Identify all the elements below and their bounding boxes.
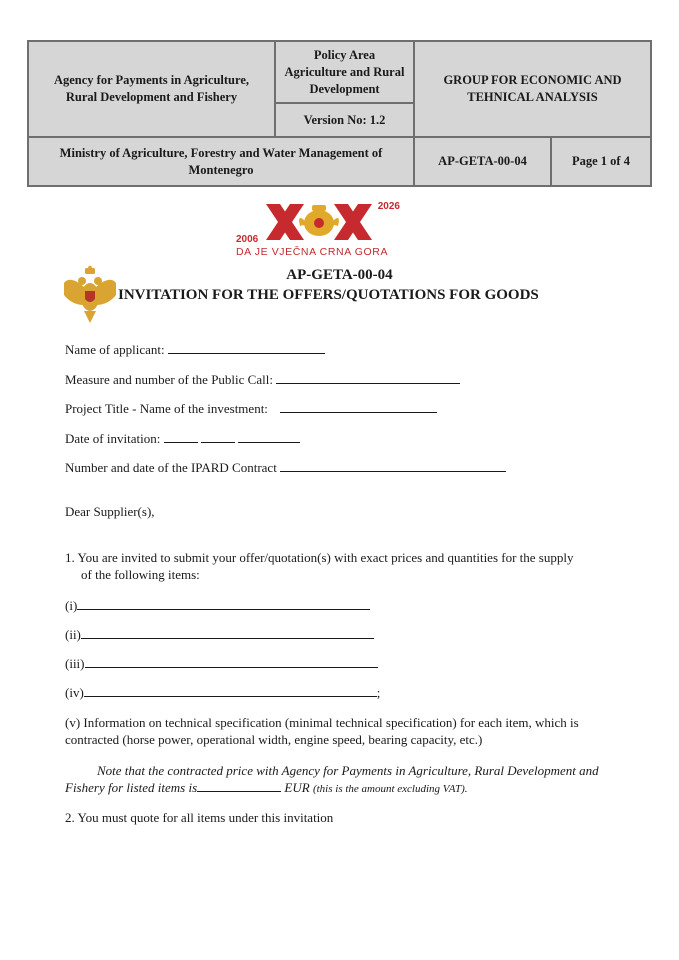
field-measure-number xyxy=(65,371,460,388)
date-month-blank[interactable] xyxy=(201,430,235,443)
date-year-blank[interactable] xyxy=(238,430,300,443)
field-label: Project Title - Name of the investment: xyxy=(65,401,268,416)
group-name xyxy=(415,42,650,138)
note-currency: EUR xyxy=(281,780,310,795)
list-item-label: (iv) xyxy=(65,685,84,700)
document-title: INVITATION FOR THE OFFERS/QUOTATIONS FOR GOODS xyxy=(118,287,539,303)
list-item-label: (ii) xyxy=(65,627,81,642)
item-1-text: 1. You are invited to submit your offer/quotation(s) with exact prices and quantities for the supply xyxy=(65,550,574,565)
agency-name: Agency for Payments in Agriculture, Rural Development and Fishery xyxy=(29,42,276,138)
date-day-blank[interactable] xyxy=(164,430,198,443)
note-vat: (this is the amount excluding VAT). xyxy=(312,783,468,795)
list-item-blank[interactable] xyxy=(77,597,370,610)
item-v: (v) Information on technical specification (minimal technical specification) for each item, which is contracted (horse power, operational width, engine speed, bearing capacity, etc.) xyxy=(65,715,579,747)
list-item-label: (iii) xyxy=(65,656,85,671)
group-name-text: GROUP FOR ECONOMIC AND TEHNICAL ANALYSIS xyxy=(443,73,622,104)
price-blank[interactable] xyxy=(197,779,281,792)
item-2: 2. You must quote for all items under this invitation xyxy=(65,810,334,825)
logo-year-end: 2026 xyxy=(377,201,400,212)
logo-tagline: DA JE VJEČNA CRNA GORA xyxy=(236,246,389,258)
header-table xyxy=(27,40,652,187)
list-item-blank[interactable] xyxy=(85,655,378,668)
field-label: Date of invitation: xyxy=(65,431,164,446)
measure-number-blank[interactable] xyxy=(276,371,460,384)
policy-area-value: Agriculture and Rural Development xyxy=(284,64,405,96)
list-end-mark: ; xyxy=(376,685,381,700)
policy-area-label: Policy Area xyxy=(313,47,376,62)
greeting: Dear Supplier(s), xyxy=(65,504,155,519)
ministry-name: Ministry of Agriculture, Forestry and Water Management of Montenegro xyxy=(29,138,415,185)
field-label: Number and date of the IPARD Contract xyxy=(65,460,281,475)
field-applicant-name xyxy=(65,341,325,358)
header-doc-code: AP-GETA-00-04 xyxy=(415,138,552,185)
policy-area-cell xyxy=(276,42,415,104)
field-ipard-contract xyxy=(65,459,506,476)
applicant-name-blank[interactable] xyxy=(168,341,325,354)
field-invitation-date xyxy=(65,430,300,447)
list-item-label: (i) xyxy=(65,598,78,613)
list-item xyxy=(65,626,374,643)
field-label: Name of applicant: xyxy=(65,342,168,357)
item-1 xyxy=(65,549,620,583)
item-1-continuation: of the following items: xyxy=(81,567,200,582)
list-item xyxy=(65,655,378,672)
project-title-blank[interactable] xyxy=(280,400,437,413)
anniversary-logo xyxy=(230,196,408,262)
list-item xyxy=(65,597,370,614)
note-text: Note that the contracted price with Agency for Payments in Agriculture, Rural Development and Fishery for listed items is xyxy=(65,763,599,795)
document-code: AP-GETA-00-04 xyxy=(286,267,393,283)
page-number: Page 1 of 4 xyxy=(552,138,650,185)
ipard-contract-blank[interactable] xyxy=(280,459,506,472)
list-item-blank[interactable] xyxy=(84,684,377,697)
field-label: Measure and number of the Public Call: xyxy=(65,372,277,387)
list-item xyxy=(65,684,380,701)
price-note xyxy=(65,762,620,798)
list-item-blank[interactable] xyxy=(81,626,374,639)
version-number: Version No: 1.2 xyxy=(276,104,415,138)
field-project-title xyxy=(65,400,437,417)
logo-year-start: 2006 xyxy=(236,234,259,245)
